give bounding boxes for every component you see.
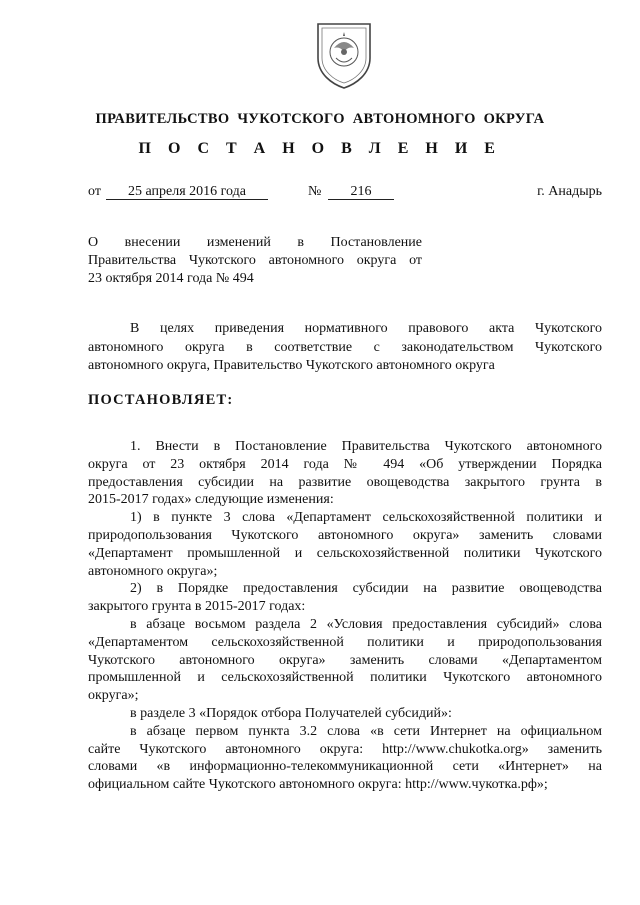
body-line: природопользования Чукотского автономного округа» заменить словами: [88, 527, 602, 543]
date-line: [88, 184, 602, 204]
body-line: закрытого грунта в 2015-2017 годах:: [88, 599, 306, 615]
body-line: 1. Внести в Постановление Правительства Чукотского автономного: [130, 439, 602, 454]
body-line: Чукотского автономного округа» заменить словами «Департаментом: [88, 652, 602, 668]
body-line: округа от 23 октября 2014 года № 494 «Об утверждении Порядка: [88, 456, 602, 472]
preamble-line: автономного округа, Правительство Чукотского автономного округа: [88, 358, 495, 373]
city: г. Анадырь: [537, 184, 602, 199]
subject-line: 23 октября 2014 года № 494: [88, 271, 254, 286]
subject-block: [88, 234, 422, 288]
organization-title: ПРАВИТЕЛЬСТВО ЧУКОТСКОГО АВТОНОМНОГО ОКРУГА: [95, 111, 545, 127]
preamble: [88, 320, 602, 376]
subject-line: О внесении изменений в Постановление: [88, 235, 422, 250]
preamble-line: автономного округа в соответствие с законодательством Чукотского: [88, 339, 602, 355]
body-line: «Департамент промышленной и сельскохозяйственной политики Чукотского: [88, 545, 602, 561]
document-type-title: П О С Т А Н О В Л Е Н И Е: [138, 140, 502, 157]
coat-of-arms-icon: [312, 18, 376, 92]
body-line: официальном сайте Чукотского автономного округа: http://www.чукотка.рф»;: [88, 777, 548, 793]
body-line: «Департаментом сельскохозяйственной политики и природопользования: [88, 634, 602, 650]
body-line: автономного округа»;: [88, 563, 218, 579]
subject-line: Правительства Чукотского автономного округа от: [88, 253, 422, 268]
body-line: 1) в пункте 3 слова «Департамент сельскохозяйственной политики и: [130, 510, 602, 526]
body-line: предоставления субсидии на развитие овощеводства закрытого грунта в: [88, 474, 602, 490]
number-sign: №: [308, 184, 322, 199]
body-line: 2) в Порядке предоставления субсидии на развитие овощеводства: [130, 581, 602, 597]
body-line: в абзаце восьмом раздела 2 «Условия предоставления субсидий» слова: [130, 616, 602, 632]
body-line: в абзаце первом пункта 3.2 слова «в сети Интернет на официальном: [130, 723, 602, 739]
document-body: [88, 438, 602, 794]
document-date: 25 апреля 2016 года: [106, 184, 268, 200]
date-prefix: от: [88, 184, 101, 199]
body-line: 2015-2017 годах» следующие изменения:: [88, 492, 334, 508]
preamble-line: В целях приведения нормативного правового акта Чукотского: [130, 321, 602, 336]
body-line: словами «в информационно-телекоммуникационной сети «Интернет» на: [88, 759, 602, 775]
body-line: округа»;: [88, 688, 139, 704]
document-number: 216: [328, 184, 394, 200]
body-line: в разделе 3 «Порядок отбора Получателей субсидий»:: [130, 705, 452, 721]
body-line: сайте Чукотского автономного округа: http://www.chukotka.org» заменить: [88, 741, 602, 757]
decree-heading: ПОСТАНОВЛЯЕТ:: [88, 392, 234, 408]
body-line: промышленной и сельскохозяйственной политики Чукотского автономного: [88, 670, 602, 686]
